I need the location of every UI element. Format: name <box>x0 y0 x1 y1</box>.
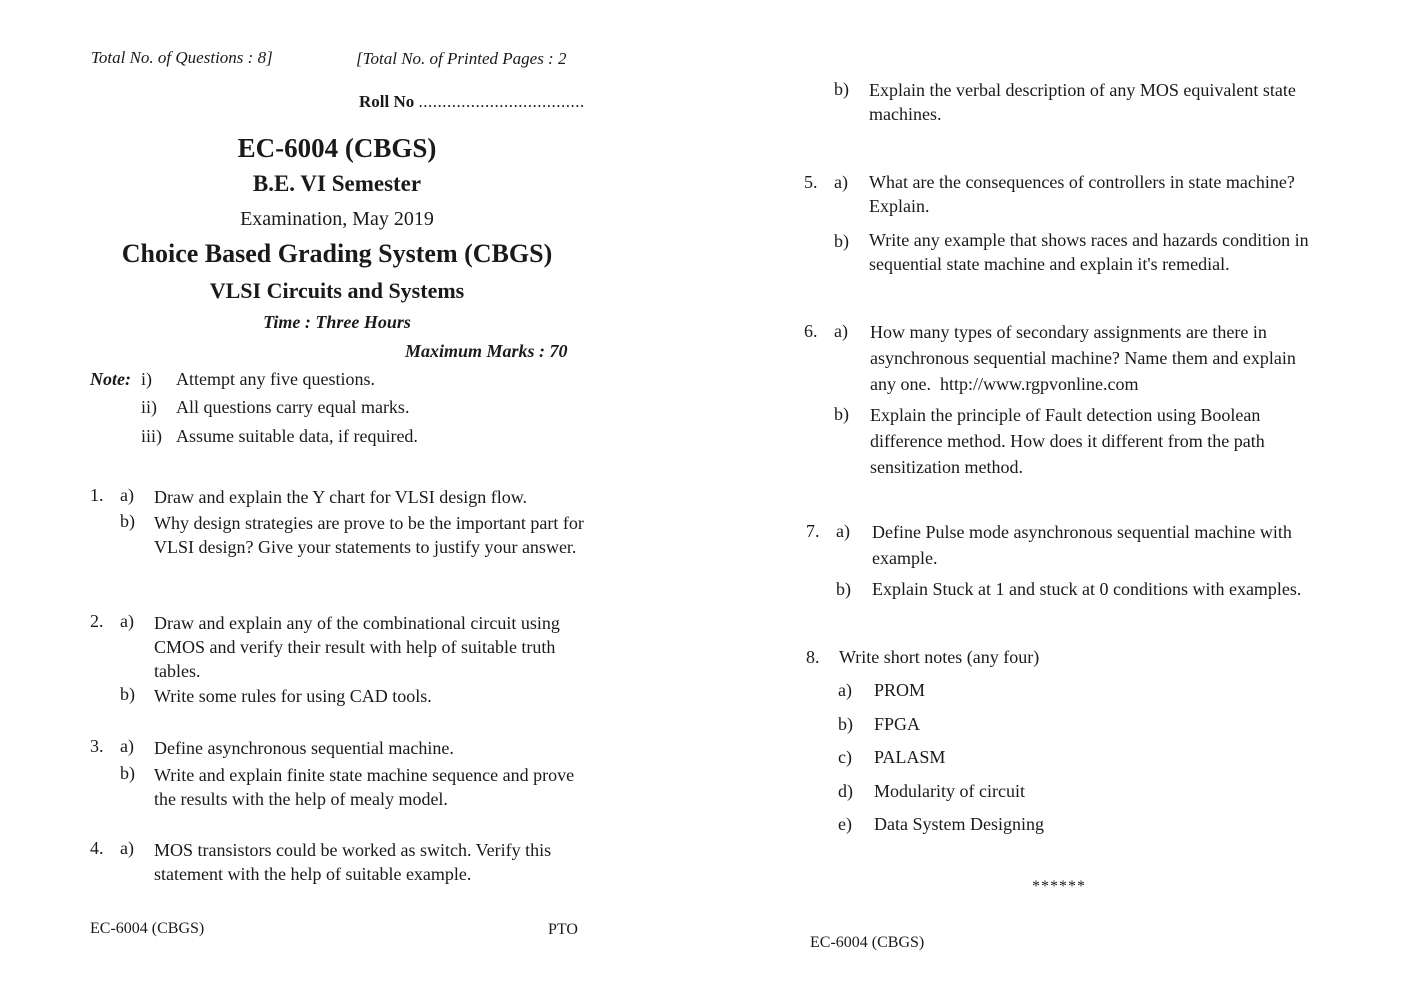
part-label: a) <box>120 838 134 858</box>
question-number: 2. <box>90 611 104 631</box>
question-number: 4. <box>90 838 104 858</box>
list-item-label: b) <box>838 714 853 734</box>
note-num: iii) <box>141 426 162 446</box>
part-label: a) <box>834 321 848 341</box>
list-item-label: e) <box>838 814 852 834</box>
footer-code: EC-6004 (CBGS) <box>90 920 205 937</box>
part-label: b) <box>834 404 849 424</box>
grading-system: Choice Based Grading System (CBGS) <box>121 239 553 268</box>
footer-code: EC-6004 (CBGS) <box>810 934 925 951</box>
question-text <box>870 319 1316 397</box>
note-num: ii) <box>141 397 157 417</box>
question-number: 7. <box>806 521 820 541</box>
part-label: a) <box>120 485 134 505</box>
list-item: PROM <box>874 680 926 700</box>
question-text: Write and explain finite state machine sequence and prove the results with the help of mealy model. <box>154 765 575 809</box>
question-text: MOS transistors could be worked as switch. Verify this statement with the help of suitable example. <box>154 840 552 884</box>
exam-session: Examination, May 2019 <box>240 208 434 230</box>
question-text: Write short notes (any four) <box>839 647 1040 667</box>
question-text: Explain the principle of Fault detection using Boolean difference method. How does it different from the path sensitization method. <box>870 405 1265 477</box>
total-pages: [Total No. of Printed Pages : 2 <box>356 49 567 68</box>
semester: B.E. VI Semester <box>252 171 422 196</box>
part-label: b) <box>120 763 135 783</box>
question-text: What are the consequences of controllers in state machine? Explain. <box>869 172 1295 216</box>
question-text: Write any example that shows races and hazards condition in sequential state machine and explain it's remedial. <box>869 230 1309 274</box>
list-item: Modularity of circuit <box>874 781 1025 801</box>
footer-pto: PTO <box>548 921 578 938</box>
question-text: Explain Stuck at 1 and stuck at 0 conditions with examples. <box>872 579 1302 599</box>
question-number: 5. <box>804 172 818 192</box>
part-label: a) <box>120 736 134 756</box>
question-text: Define Pulse mode asynchronous sequential machine with example. <box>872 522 1292 568</box>
part-label: b) <box>836 579 851 599</box>
question-number: 3. <box>90 736 104 756</box>
note-text: Attempt any five questions. <box>176 369 375 389</box>
total-questions: Total No. of Questions : 8] <box>91 48 273 67</box>
part-label: b) <box>120 511 135 531</box>
question-text: Draw and explain any of the combinational circuit using CMOS and verify their result with help of suitable truth tables. <box>154 613 560 681</box>
list-item: FPGA <box>874 714 921 734</box>
note-text: All questions carry equal marks. <box>176 397 410 417</box>
source-url: http://www.rgpvonline.com <box>939 374 1139 394</box>
list-item: PALASM <box>874 747 946 767</box>
end-stars: ****** <box>1032 878 1086 895</box>
question-text: Define asynchronous sequential machine. <box>154 738 454 758</box>
part-label: b) <box>834 79 849 99</box>
question-text: Why design strategies are prove to be the important part for VLSI design? Give your statements to justify your answer. <box>154 513 584 557</box>
note-num: i) <box>141 369 152 389</box>
note-label: Note: <box>90 369 131 389</box>
list-item-label: a) <box>838 680 852 700</box>
question-number: 1. <box>90 485 104 505</box>
subject-title: VLSI Circuits and Systems <box>209 278 465 303</box>
time-allowed: Time : Three Hours <box>263 312 411 332</box>
note-text: Assume suitable data, if required. <box>176 426 418 446</box>
part-label: b) <box>834 231 849 251</box>
roll-dots: ................................... <box>418 92 585 111</box>
part-label: a) <box>120 611 134 631</box>
max-marks: Maximum Marks : 70 <box>405 341 568 361</box>
question-number: 6. <box>804 321 818 341</box>
part-label: b) <box>120 684 135 704</box>
question-text: Write some rules for using CAD tools. <box>154 686 432 706</box>
part-label: a) <box>834 172 848 192</box>
list-item-label: c) <box>838 747 852 767</box>
list-item: Data System Designing <box>874 814 1044 834</box>
question-text-body: How many types of secondary assignments are there in asynchronous sequential machine? Name them and explain any one. <box>870 322 1296 394</box>
question-text: Draw and explain the Y chart for VLSI design flow. <box>154 487 528 507</box>
roll-number <box>359 92 585 112</box>
question-number: 8. <box>806 647 820 667</box>
list-item-label: d) <box>838 781 853 801</box>
part-label: a) <box>836 521 850 541</box>
roll-label: Roll No <box>359 92 415 111</box>
question-text: Explain the verbal description of any MOS equivalent state machines. <box>869 80 1296 124</box>
course-code: EC-6004 (CBGS) <box>237 133 437 163</box>
